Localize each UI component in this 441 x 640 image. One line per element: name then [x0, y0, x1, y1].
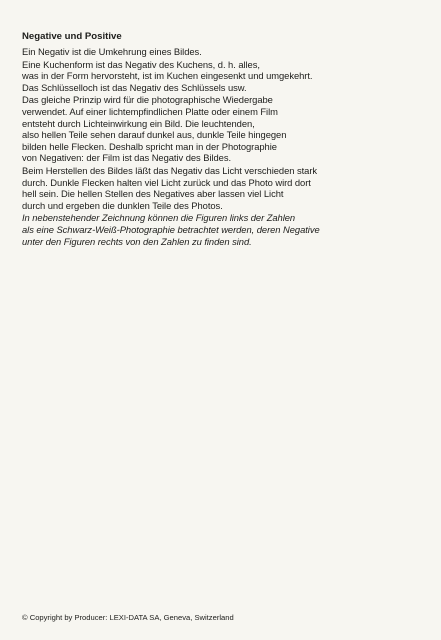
text-line: also hellen Teile sehen darauf dunkel aus, dunkle Teile hingegen	[22, 129, 287, 141]
text-line: was in der Form hervorsteht, ist im Kuchen eingesenkt und umgekehrt.	[22, 70, 313, 82]
text-block	[22, 31, 422, 248]
text-line: Das gleiche Prinzip wird für die photographische Wiedergabe	[22, 94, 273, 106]
text-line: von Negativen: der Film ist das Negativ des Bildes.	[22, 152, 232, 164]
text-line: Das Schlüsselloch ist das Negativ des Schlüssels usw.	[22, 81, 247, 93]
text-line: entsteht durch Lichteinwirkung ein Bild. Die leuchtenden,	[22, 117, 255, 129]
heading: Negative und Positive	[22, 31, 122, 42]
paragraph-1	[22, 46, 422, 58]
copyright-footer: © Copyright by Producer: LEXI-DATA SA, Geneva, Switzerland	[22, 613, 234, 622]
text-line: unter den Figuren rechts von den Zahlen zu finden sind.	[22, 235, 252, 247]
text-line: verwendet. Auf einer lichtempfindlichen Platte oder einem Film	[22, 105, 278, 117]
paragraph-4	[22, 165, 422, 211]
text-line: Eine Kuchenform ist das Negativ des Kuchens, d. h. alles,	[22, 58, 260, 70]
text-line: als eine Schwarz-Weiß-Photographie betrachtet werden, deren Negative	[22, 223, 320, 235]
paragraph-2	[22, 59, 422, 94]
text-line: hell sein. Die hellen Stellen des Negatives aber lassen viel Licht	[22, 188, 284, 200]
text-line: In nebenstehender Zeichnung können die Figuren links der Zahlen	[22, 212, 296, 224]
paragraph-5-italic	[22, 212, 422, 247]
text-line: bilden helle Flecken. Deshalb spricht man in der Photographie	[22, 140, 277, 152]
text-line: Ein Negativ ist die Umkehrung eines Bildes.	[22, 46, 202, 57]
text-line: durch. Dunkle Flecken halten viel Licht zurück und das Photo wird dort	[22, 176, 311, 188]
text-line: Beim Herstellen des Bildes läßt das Negativ das Licht verschieden stark	[22, 164, 318, 176]
text-line: durch und ergeben die dunklen Teile des Photos.	[22, 199, 223, 211]
paragraph-3	[22, 94, 422, 164]
